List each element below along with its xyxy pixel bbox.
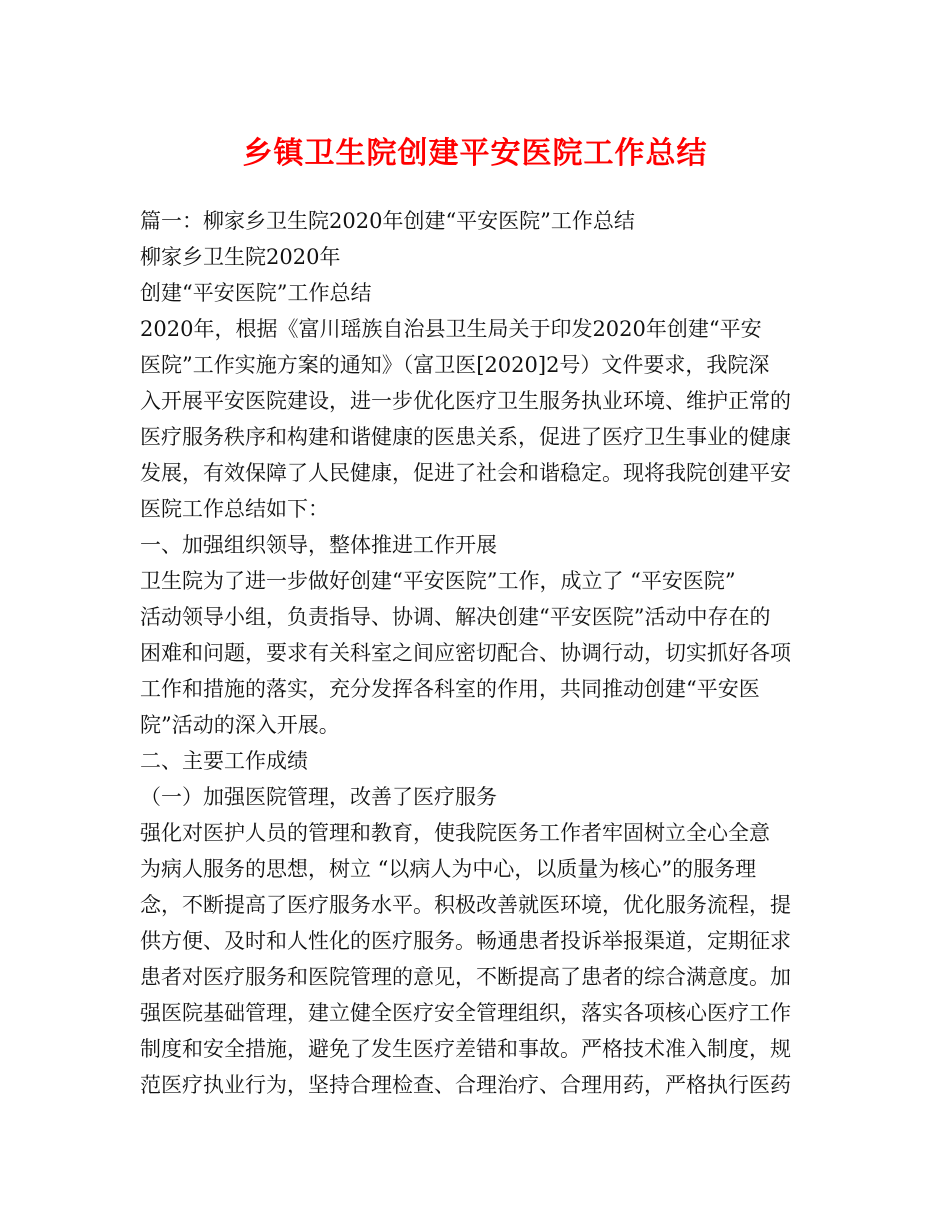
text-line: 制度和安全措施，避免了发生医疗差错和事故。严格技术准入制度，规: [140, 1037, 791, 1061]
text-line: 供方便、及时和人性化的医疗服务。畅通患者投诉举报渠道，定期征求: [140, 929, 791, 953]
text-line: 一、加强组织领导，整体推进工作开展: [140, 533, 497, 557]
text-line: 篇一：柳家乡卫生院2020年创建“平安医院”工作总结: [140, 209, 635, 233]
text-line: 医院工作总结如下：: [140, 497, 329, 521]
document-title: 乡镇卫生院创建平安医院工作总结: [242, 136, 708, 171]
text-line: 为病人服务的思想，树立 “以病人为中心，以质量为核心”的服务理: [140, 857, 757, 881]
text-line: 活动领导小组，负责指导、协调、解决创建“平安医院”活动中存在的: [140, 605, 771, 629]
text-line: 二、主要工作成绩: [140, 749, 308, 773]
text-line: 强医院基础管理，建立健全医疗安全管理组织，落实各项核心医疗工作: [140, 1001, 791, 1025]
text-line: 医院”工作实施方案的通知》（富卫医[2020]2号）文件要求，我院深: [140, 353, 770, 377]
text-line: 工作和措施的落实，充分发挥各科室的作用，共同推动创建“平安医: [140, 677, 760, 701]
document-body: [140, 203, 825, 1103]
text-line: 困难和问题，要求有关科室之间应密切配合、协调行动，切实抓好各项: [140, 641, 791, 665]
text-line: 2020年，根据《富川瑶族自治县卫生局关于印发2020年创建“平安: [140, 317, 762, 341]
text-line: 院”活动的深入开展。: [140, 713, 340, 737]
text-line: 范医疗执业行为，坚持合理检查、合理治疗、合理用药，严格执行医药: [140, 1073, 791, 1097]
text-line: （一）加强医院管理，改善了医疗服务: [140, 785, 497, 809]
text-line: 卫生院为了进一步做好创建“平安医院”工作，成立了 “平安医院”: [140, 569, 736, 593]
text-line: 强化对医护人员的管理和教育，使我院医务工作者牢固树立全心全意: [140, 821, 770, 845]
text-line: 柳家乡卫生院2020年: [140, 245, 341, 269]
text-line: 医疗服务秩序和构建和谐健康的医患关系，促进了医疗卫生事业的健康: [140, 425, 791, 449]
text-line: 患者对医疗服务和医院管理的意见，不断提高了患者的综合满意度。加: [140, 965, 791, 989]
text-line: 入开展平安医院建设，进一步优化医疗卫生服务执业环境、维护正常的: [140, 389, 791, 413]
text-line: 创建“平安医院”工作总结: [140, 281, 372, 305]
text-line: 念，不断提高了医疗服务水平。积极改善就医环境，优化服务流程，提: [140, 893, 791, 917]
text-line: 发展，有效保障了人民健康，促进了社会和谐稳定。现将我院创建平安: [140, 461, 791, 485]
